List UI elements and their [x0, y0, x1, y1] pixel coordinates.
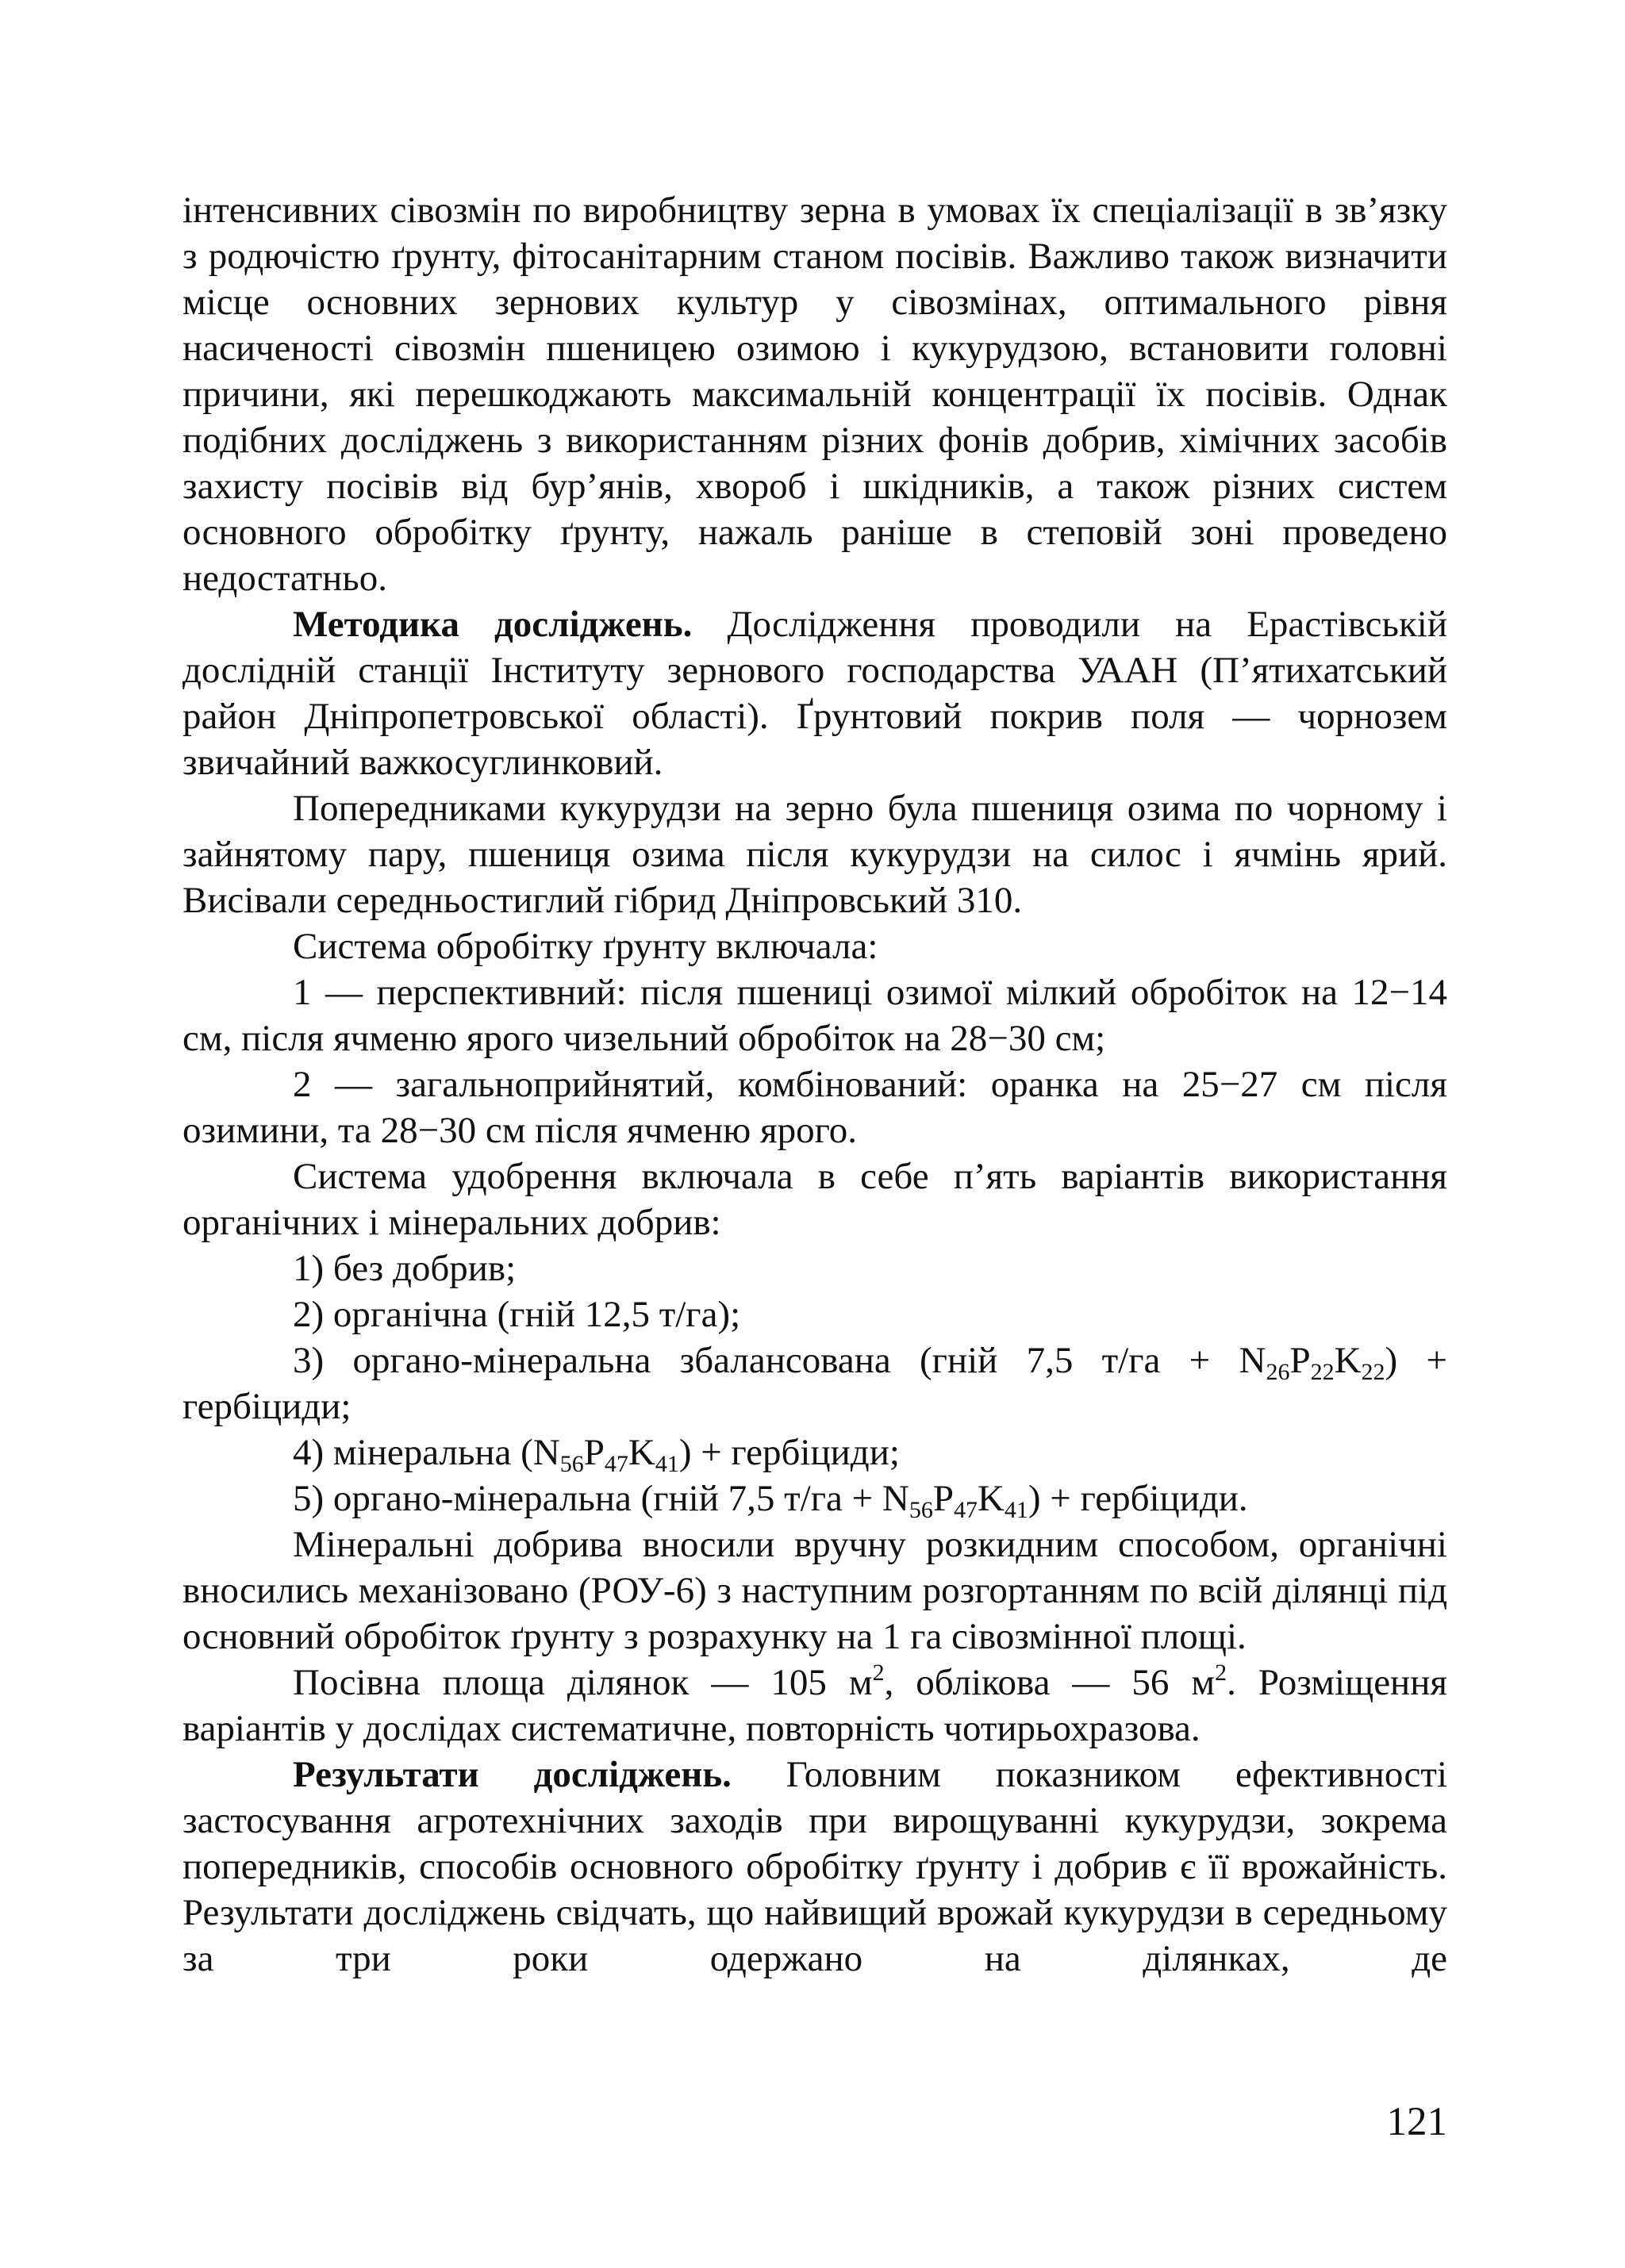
tillage-item-2: [182, 1061, 1447, 1153]
plots-paragraph: [182, 1660, 1447, 1752]
nitrogen-rate: 56: [559, 1451, 584, 1477]
fertilizer-variant-5-tail: ) + гербіциди.: [1028, 1478, 1248, 1519]
predecessors-paragraph: [182, 785, 1447, 923]
fertilizer-variant-4-text: 4) мінеральна (N: [293, 1432, 560, 1473]
methods-text: Дослідження проводили на Ерастівській дослідній станції Інституту зернового господарства УААН (П’ятихатський район Дніпропетровської області). Ґрунтовий покрив поля — чорнозем звичайний важкосуглинковий.: [182, 604, 1447, 783]
intro-paragraph: [182, 187, 1447, 601]
phosphorus-rate: 47: [953, 1497, 978, 1523]
phosphorus-symbol: P: [932, 1478, 954, 1519]
phosphorus-rate: 47: [604, 1451, 628, 1477]
nitrogen-rate: 56: [909, 1497, 933, 1523]
square-meter-exponent: 2: [872, 1660, 885, 1686]
results-heading: Результати досліджень.: [293, 1754, 732, 1795]
phosphorus-rate: 22: [1310, 1359, 1335, 1385]
methods-paragraph: [182, 601, 1447, 785]
potassium-symbol: K: [628, 1432, 655, 1473]
fertilizer-variant-5-text: 5) органо-мінеральна (гній 7,5 т/га + N: [293, 1478, 909, 1519]
fertilizer-variant-3: [182, 1337, 1447, 1429]
tillage-intro: [182, 923, 1447, 969]
predecessors-text: Попередниками кукурудзи на зерно була пшениця озима по чорному і зайнятому пару, пшениця озима після кукурудзи на силос і ячмінь ярий. Висівали середньостиглий гібрид Дніпровський 310.: [182, 788, 1447, 921]
fertilizer-variant-2-text: 2) органічна (гній 12,5 т/га);: [293, 1294, 741, 1335]
page-body: [182, 187, 1447, 1982]
phosphorus-symbol: P: [1289, 1340, 1311, 1381]
potassium-rate: 41: [655, 1451, 679, 1477]
potassium-rate: 22: [1361, 1359, 1385, 1385]
plots-text-b: , облікова — 56 м: [884, 1662, 1216, 1703]
fertilizer-variant-2: [182, 1291, 1447, 1337]
fertilizer-variant-5: [182, 1476, 1447, 1522]
intro-text: інтенсивних сівозмін по виробництву зерна в умовах їх спеціалізації в зв’язку з родючістю ґрунту, фітосанітарним станом посівів. Важливо також визначити місце основних зернових культур у сівозмінах, оптимального рівня насиченості сівозмін пшеницею озимою і кукурудзою, встановити головні причини, які перешкоджають максимальній концентрації їх посівів. Однак подібних досліджень з використанням різних фонів добрив, хімічних засобів захисту посівів від бур’янів, хвороб і шкідників, а також різних систем основного обробітку ґрунту, нажаль раніше в степовій зоні проведено недостатньо.: [182, 190, 1447, 599]
tillage-intro-text: Система обробітку ґрунту включала:: [293, 926, 878, 967]
potassium-symbol: K: [977, 1478, 1005, 1519]
fertilizer-variant-1: [182, 1245, 1447, 1291]
application-paragraph: [182, 1522, 1447, 1660]
tillage-item-1: [182, 969, 1447, 1061]
methods-heading: Методика досліджень.: [293, 604, 693, 645]
fertilizer-variant-1-text: 1) без добрив;: [293, 1248, 517, 1289]
plots-text-c: . Розміщення варіантів у дослідах систематичне, повторність чотирьохразова.: [182, 1662, 1447, 1749]
results-paragraph: [182, 1752, 1447, 1982]
phosphorus-symbol: P: [583, 1432, 605, 1473]
fertilizer-intro: [182, 1153, 1447, 1245]
square-meter-exponent: 2: [1215, 1660, 1227, 1686]
fertilizer-variant-3-tail: ) + гербіциди;: [182, 1340, 1447, 1427]
potassium-rate: 41: [1004, 1497, 1028, 1523]
tillage-item-1-text: 1 — перспективний: після пшениці озимої мілкий обробіток на 12−14 см, після ячменю ярого чизельний обробіток на 28−30 см;: [182, 972, 1447, 1059]
page-number: 121: [1386, 2100, 1447, 2144]
fertilizer-variant-4-tail: ) + гербіциди;: [678, 1432, 900, 1473]
fertilizer-variant-4: [182, 1429, 1447, 1476]
fertilizer-intro-text: Система удобрення включала в себе п’ять варіантів використання органічних і мінеральних добрив:: [182, 1156, 1447, 1243]
fertilizer-variant-3-text: 3) органо-мінеральна збалансована (гній 7,5 т/га + N: [293, 1340, 1266, 1381]
potassium-symbol: K: [1334, 1340, 1362, 1381]
plots-text-a: Посівна площа ділянок — 105 м: [293, 1662, 873, 1703]
nitrogen-rate: 26: [1266, 1359, 1290, 1385]
tillage-item-2-text: 2 — загальноприйнятий, комбінований: оранка на 25−27 см після озимини, та 28−30 см після ячменю ярого.: [182, 1064, 1447, 1151]
results-text: Головним показником ефективності застосування агротехнічних заходів при вирощуванні кукурудзи, зокрема попередників, способів основного обробітку ґрунту і добрив є її врожайність. Результати досліджень свідчать, що найвищий врожай кукурудзи в середньому за три роки одержано на ділянках, де: [182, 1754, 1447, 1979]
application-text: Мінеральні добрива вносили вручну розкидним способом, органічні вносились механізовано (РОУ-6) з наступним розгортанням по всій ділянці під основний обробіток ґрунту з розрахунку на 1 га сівозмінної площі.: [182, 1524, 1447, 1657]
